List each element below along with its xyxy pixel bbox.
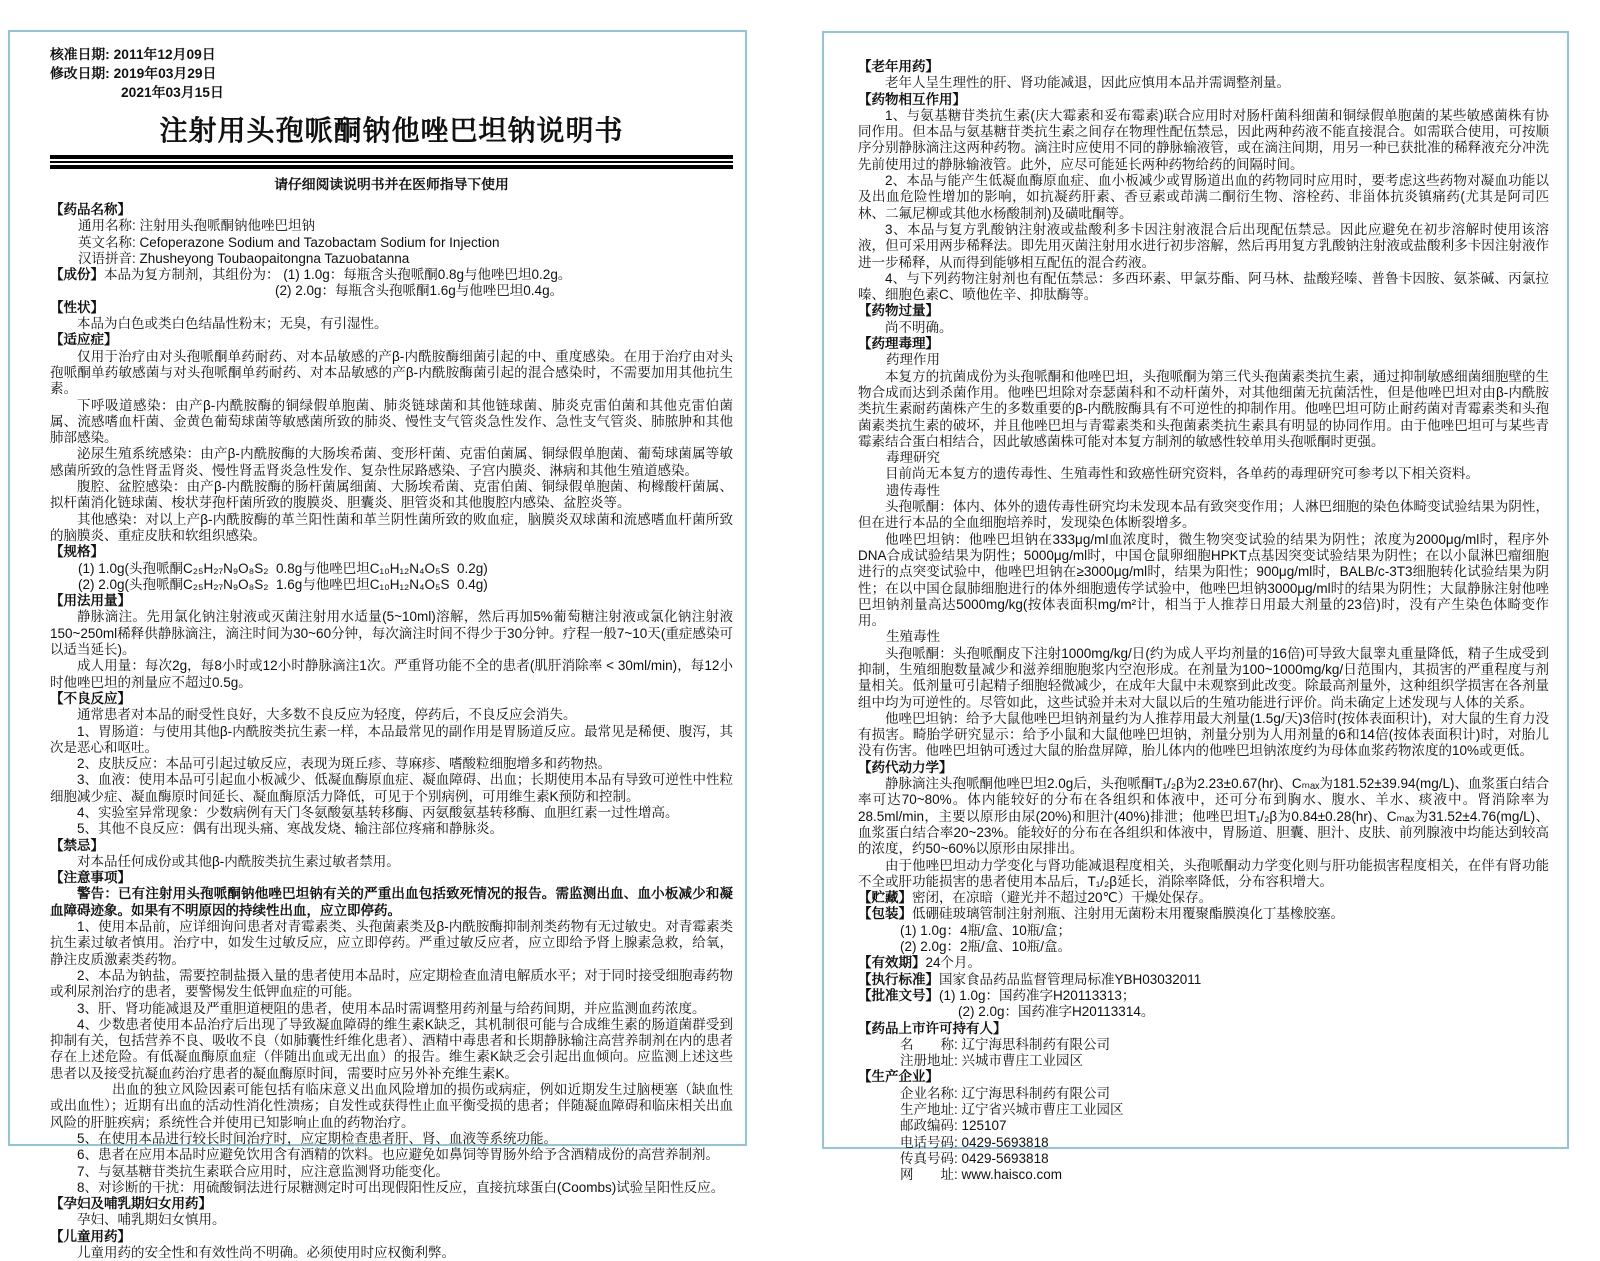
section-heading: 【性状】 (50, 299, 104, 315)
paragraph: 1、与氨基糖苷类抗生素(庆大霉素和妥布霉素)联合应用时对肠杆菌科细菌和铜绿假单胞菌的某些敏感菌株有协同作用。但本品与氨基糖苷类抗生素之间存在物理性配伍禁忌，因此两种药液不能直接混合。如需联合使用，可按顺序分别静脉滴注这两种药物。滴注时应使用不同的静脉输液管，或在滴注间期，用另一种已获批准的稀释液充分冲洗先前使用过的静脉输液管。此外，应尽可能延长两种药物给药的间隔时间。 (858, 107, 1549, 172)
paragraph: 他唑巴坦钠：他唑巴坦钠在333μg/ml血浓度时，微生物突变试验的结果为阴性；浓度为2000μg/ml时，程序外DNA合成试验结果为阴性；5000μg/ml时，中国仓鼠卵细胞HPKT点基因突变试验结果为阴性；在以小鼠淋巴瘤细胞进行的点突变试验中，他唑巴坦钠在≥3000μg/ml时，结果为阳性；900μg/ml时，BALB/c-3T3细胞转化试验结果为阴性；在以中国仓鼠肺细胞进行的体外细胞遗传学试验中，他唑巴坦钠3000μg/ml时的结果为阴性；大鼠静脉注射他唑巴坦钠剂量高达5000mg/kg(按体表面积mg/m²计，相当于人推荐日用最大剂量的23倍)时，没有产生染色体畸变作用。 (858, 531, 1549, 629)
paragraph: 2、本品为钠盐，需要控制盐摄入量的患者使用本品时，应定期检查血清电解质水平；对于同时接受细胞毒药物或利尿剂治疗的患者，要警惕发生低钾血症的可能。 (50, 967, 733, 1000)
text-line: 汉语拼音: Zhusheyong Toubaopaitongna Tazuobatanna (78, 250, 410, 266)
text-line: (2) 2.0g：每瓶含头孢哌酮1.6g与他唑巴坦0.4g。 (275, 283, 564, 299)
text-line: (2) 2.0g(头孢哌酮C₂₅H₂₇N₉O₈S₂ 1.6g与他唑巴坦C₁₀H₁₂N₄O₅S 0.4g) (78, 576, 488, 592)
revision-date-line-1: 修改日期: 2019年03月29日 (50, 66, 217, 81)
section-heading: 【药品上市许可持有人】 (858, 1020, 1007, 1036)
read-instructions-notice: 请仔细阅读说明书并在医师指导下使用 (274, 177, 509, 192)
paragraph: 5、在使用本品进行较长时间治疗时，应定期检查患者肝、肾、血液等系统功能。 (77, 1130, 558, 1146)
text-line: (2) 2.0g：国药准字H20113314。 (958, 1004, 1155, 1020)
section-heading: 【注意事项】 (50, 870, 131, 886)
paragraph: 2、本品与能产生低凝血酶原血症、血小板减少或胃肠道出血的药物同时应用时，要考虑这些药物对凝血功能以及出血危险性增加的影响，如抗凝药肝素、香豆素或茚满二酮衍生物、溶栓药、非甾体抗炎镇痛药(尤其是阿司匹林、二氟尼柳或其他水杨酸制剂)及磺吡酮等。 (858, 173, 1549, 221)
right-page-content (858, 59, 1549, 1183)
section-heading: 【适应症】 (50, 332, 118, 348)
section-heading: 【儿童用药】 (50, 1228, 131, 1244)
lead-paragraph: 【成份】本品为复方制剂，其组份为： (1) 1.0g：每瓶含头孢哌酮0.8g与他唑巴坦0.2g。 (50, 267, 572, 283)
revision-date-line-2: 2021年03月15日 (121, 85, 224, 100)
paragraph: 儿童用药的安全性和有效性尚不明确。必须使用时应权衡利弊。 (77, 1245, 455, 1260)
section-heading: 【药品名称】 (50, 202, 131, 217)
text-line: 名 称: 辽宁海思科制药有限公司 (900, 1036, 1111, 1052)
paragraph: 本复方的抗菌成份为头孢哌酮和他唑巴坦，头孢哌酮为第三代头孢菌素类抗生素，通过抑制敏感细菌细胞壁的生物合成而达到杀菌作用。他唑巴坦除对奈瑟菌科和不动杆菌外，对其他细菌无抗菌活性，但是他唑巴坦对由β-内酰胺类抗生素耐药菌株产生的多数重要的β-内酰胺酶具有不可逆性的抑制作用。他唑巴坦可防止耐药菌对青霉素类和头孢菌素类抗生素的破坏，并且他唑巴坦与青霉素类和头孢菌素类抗生素具有明显的协同作用。由于他唑巴坦可与某些青霉素结合蛋白相结合，因此敏感菌株可能对本复方制剂的敏感性较单用头孢哌酮时更强。 (858, 368, 1549, 449)
inline-section-heading: 【批准文号】 (858, 987, 939, 1003)
paragraph: 孕妇、哺乳期妇女慎用。 (77, 1212, 226, 1228)
paragraph: 腹腔、盆腔感染：由产β-内酰胺酶的肠杆菌属细菌、大肠埃希菌、克雷伯菌、铜绿假单胞菌、枸橼酸杆菌属、拟杆菌消化链球菌、梭状芽孢杆菌所致的腹膜炎、胆囊炎、胆管炎和其他腹腔内感染、盆腔炎等。 (50, 479, 733, 511)
paragraph: 3、血液：使用本品可引起血小板减少、低凝血酶原血症、凝血障碍、出血；长期使用本品有导致可逆性中性粒细胞减少症、凝血酶原时间延长、凝血酶原活力降低，可见于个别病例，可用维生素K预防和控制。 (50, 772, 733, 804)
text-line: 企业名称: 辽宁海思科制药有限公司 (900, 1085, 1111, 1101)
paragraph: 3、肝、肾功能减退及严重胆道梗阻的患者，使用本品时需调整用药剂量与给药间期，并应监测血药浓度。 (77, 1000, 706, 1016)
inline-section-heading: 【包装】 (858, 906, 912, 922)
paragraph: 头孢哌酮：头孢哌酮皮下注射1000mg/kg/日(约为成人平均剂量的16倍)可导致大鼠睾丸重量降低，精子生成受到抑制，生殖细胞数量减少和滋养细胞胞浆内空泡形成。在剂量为100~1000mg/kg/日范围内，其损害的严重程度与剂量相关。低剂量可引起精子细胞轻微减少，在成年大鼠中未观察到此改变。除最高剂量外，这种组织学损害在各剂量组中均为可逆性的。尽管如此，这些试验并未对大鼠以后的生殖功能进行评价。尚未确定上述发现与人体的关系。 (858, 645, 1549, 710)
inline-section-heading: 【贮藏】 (858, 890, 912, 906)
paragraph: 静脉滴注。先用氯化钠注射液或灭菌注射用水适量(5~10ml)溶解，然后再加5%葡萄糖注射液或氯化钠注射液150~250ml稀释供静脉滴注，滴注时间为30~60分钟，每次滴注时间不得少于30分钟。疗程一般7~10天(重症感染可以适当延长)。 (50, 609, 733, 658)
paragraph: 下呼吸道感染：由产β-内酰胺酶的铜绿假单胞菌、肺炎链球菌和其他链球菌、肺炎克雷伯菌和其他克雷伯菌属、流感嗜血杆菌、金黄色葡萄球菌等敏感菌所致的肺炎、慢性支气管炎急性发作、急性支气管炎、肺脓肿和其他肺部感染。 (50, 397, 733, 446)
section-heading: 【不良反应】 (50, 690, 131, 706)
text-line: 英文名称: Cefoperazone Sodium and Tazobactam Sodium for Injection (78, 234, 500, 250)
date-header (50, 45, 733, 102)
text-line: 毒理研究 (886, 450, 940, 466)
lead-paragraph: 【执行标准】国家食品药品监督管理局标准YBH03032011 (858, 971, 1202, 987)
inline-section-heading: 【成份】 (50, 267, 104, 283)
paragraph: 头孢哌酮：体内、体外的遗传毒性研究均未发现本品有致突变作用；人淋巴细胞的染色体畸变试验结果为阴性，但在进行本品的全血细胞培养时，发现染色体断裂增多。 (858, 499, 1549, 531)
inline-section-heading: 【执行标准】 (858, 971, 939, 987)
paragraph: 其他感染：对以上产β-内酰胺酶的革兰阳性菌和革兰阴性菌所致的败血症，脑膜炎双球菌和流感嗜血杆菌所致的脑膜炎、重症皮肤和软组织感染。 (50, 511, 733, 543)
paragraph: 成人用量：每次2g，每8小时或12小时静脉滴注1次。严重肾功能不全的患者(肌肝消除率 < 30ml/min)，每12小时他唑巴坦的剂量应不超过0.5g。 (50, 658, 733, 690)
section-heading: 【孕妇及哺乳期妇女用药】 (50, 1196, 212, 1212)
inline-section-heading: 【有效期】 (858, 955, 926, 971)
section-heading: 【生产企业】 (858, 1069, 939, 1085)
warning-paragraph: 警告：已有注射用头孢哌酮钠他唑巴坦钠有关的严重出血包括致死情况的报告。需监测出血、血小板减少和凝血障碍迹象。如果有不明原因的持续性出血，应立即停药。 (50, 886, 733, 918)
paragraph: 4、与下列药物注射剂也有配伍禁忌：多西环素、甲氯芬酯、阿马林、盐酸羟嗪、普鲁卡因胺、氨茶碱、丙氯拉嗪、细胞色素C、喷他佐辛、抑肽酶等。 (858, 270, 1549, 303)
paragraph: 目前尚无本复方的遗传毒性、生殖毒性和致癌性研究资料，各单药的毒理研究可参考以下相关资料。 (885, 466, 1479, 482)
text-line: 邮政编码: 125107 (900, 1118, 1007, 1134)
lead-paragraph: 【批准文号】(1) 1.0g：国药准字H20113313； (858, 987, 1136, 1003)
paragraph: 6、患者在应用本品时应避免饮用含有酒精的饮料。也应避免如鼻饲等胃肠外给予含酒精成份的高营养制剂。 (77, 1147, 720, 1163)
text-line: 传真号码: 0429-5693818 (900, 1150, 1049, 1166)
section-heading: 【药物相互作用】 (858, 91, 966, 107)
section-heading: 【药理毒理】 (858, 336, 939, 352)
paragraph: 2、皮肤反应：本品可引起过敏反应，表现为斑丘疹、荨麻疹、嗜酸粒细胞增多和药物热。 (77, 756, 612, 772)
paragraph: 本品为白色或类白色结晶性粉末；无臭，有引湿性。 (77, 316, 388, 332)
indented-paragraph: 出血的独立风险因素可能包括有临床意义出血风险增加的损伤或病症，例如近期发生过脑梗塞（缺血性或出血性）；近期有出血的活动性消化性溃疡；自发性或获得性止血平衡受损的患者；伴随凝血障碍和临床相关出血风险的肝脏疾病；系统性合并使用已知影响止血的药物治疗。 (50, 1082, 733, 1130)
paragraph: 3、本品与复方乳酸钠注射液或盐酸利多卡因注射液混合后出现配伍禁忌。因此应避免在初步溶解时使用该溶液，但可采用两步稀释法。即先用灭菌注射用水进行初步溶解，然后再用复方乳酸钠注射液或盐酸利多卡因注射液作进一步稀释，从而得到能够相互配伍的混合药液。 (858, 221, 1549, 270)
section-heading: 【药物过量】 (858, 303, 939, 319)
paragraph: 8、对诊断的干扰：用硫酸铜法进行尿糖测定时可出现假阳性反应，直接抗球蛋白(Coombs)试验呈阳性反应。 (77, 1179, 725, 1195)
document-title: 注射用头孢哌酮钠他唑巴坦钠说明书 (159, 115, 624, 146)
title-divider-rule (50, 155, 733, 169)
section-heading: 【禁忌】 (50, 837, 104, 853)
text-line: 生殖毒性 (886, 629, 940, 645)
paragraph: 5、其他不良反应：偶有出现头痛、寒战发烧、输注部位疼痛和静脉炎。 (77, 821, 504, 837)
paragraph: 1、使用本品前，应详细询问患者对青霉素类、头孢菌素类及β-内酰胺酶抑制剂类药物有无过敏史。对青霉素类抗生素过敏者慎用。治疗中，如发生过敏反应，应立即停药。严重过敏反应者，应立即给予肾上腺素急救，给氧，静注皮质激素类药物。 (50, 919, 733, 967)
paragraph: 由于他唑巴坦动力学变化与肾功能减退程度相关，头孢哌酮动力学变化则与肝功能损害程度相关，在伴有肾功能不全或肝功能损害的患者使用本品后，T₁/₂β延长，消除率降低，分布容积增大。 (858, 857, 1549, 889)
paragraph: 通常患者对本品的耐受性良好，大多数不良反应为轻度，停药后，不良反应会消失。 (77, 707, 577, 723)
page-right (822, 31, 1569, 1183)
paragraph: 7、与氨基糖苷类抗生素联合应用时，应注意监测肾功能变化。 (77, 1163, 450, 1179)
lead-paragraph: 【有效期】24个月。 (858, 955, 982, 971)
paragraph: 尚不明确。 (885, 319, 953, 335)
text-line: 药理作用 (886, 352, 940, 368)
paragraph: 4、实验室异常现象：少数病例有天门冬氨酸氨基转移酶、丙氨酸氨基转移酶、血胆红素一过性增高。 (77, 804, 679, 820)
paragraph: 1、胃肠道：与使用其他β-内酰胺类抗生素一样，本品最常见的副作用是胃肠道反应。最常见是稀便、腹泻，其次是恶心和呕吐。 (50, 723, 733, 755)
text-line: (1) 1.0g：4瓶/盒、10瓶/盒； (900, 922, 1072, 938)
section-heading: 【老年用药】 (858, 59, 939, 74)
section-heading: 【规格】 (50, 544, 104, 560)
paragraph: 老年人呈生理性的肝、肾功能减退，因此应慎用本品并需调整剂量。 (885, 75, 1290, 91)
text-line: 网 址: www.haisco.com (900, 1167, 1063, 1183)
approval-date-line: 核准日期: 2011年12月09日 (50, 47, 216, 62)
text-line: 遗传毒性 (886, 482, 940, 498)
text-line: 注册地址: 兴城市曹庄工业园区 (900, 1053, 1084, 1069)
text-line: (2) 2.0g：2瓶/盒、10瓶/盒。 (900, 939, 1072, 955)
section-heading: 【药代动力学】 (858, 759, 953, 775)
text-line: 生产地址: 辽宁省兴城市曹庄工业园区 (900, 1102, 1124, 1117)
paragraph: 他唑巴坦钠：给予大鼠他唑巴坦钠剂量约为人推荐用最大剂量(1.5g/天)3倍时(按体表面积计)，对大鼠的生育力没有损害。畸胎学研究显示：给予小鼠和大鼠他唑巴坦钠，剂量分别为人用剂量的6和14倍(按体表面积计)时，对胎儿没有伤害。他唑巴坦钠可透过大鼠的胎盘屏障，胎儿体内的他唑巴坦钠浓度约为母体血浆药物浓度的10%或更低。 (858, 710, 1549, 759)
paragraph: 静脉滴注头孢哌酮他唑巴坦2.0g后，头孢哌酮T₁/₂β为2.23±0.67(hr)、Cₘₐₓ为181.52±39.94(mg/L)、血浆蛋白结合率可达70~80%。体内能较好的分布在各组织和体液中，还可分布到胸水、腹水、羊水、痰液中。肾消除率为28.5ml/min，主要以原形由尿(20%)和胆汁(40%)排泄；他唑巴坦T₁/₂β为0.84±0.28(hr)、Cₘₐₓ为31.52±4.76(mg/L)、血浆蛋白结合率20~23%。能较好的分布在各组织和体液中，胃肠道、胆囊、胆汁、皮肤、前列腺液中均能达到较高的浓度，约50~60%以原形由尿排出。 (858, 776, 1549, 857)
lead-paragraph: 【包装】低硼硅玻璃管制注射剂瓶、注射用无菌粉末用覆聚酯膜溴化丁基橡胶塞。 (858, 906, 1344, 922)
section-heading: 【用法用量】 (50, 593, 131, 609)
left-page-content (50, 202, 733, 1261)
paragraph: 仅用于治疗由对头孢哌酮单药耐药、对本品敏感的产β-内酰胺酶细菌引起的中、重度感染。在用于治疗由对头孢哌酮单药敏感菌与对头孢哌酮单药耐药、对本品敏感的产β-内酰胺酶菌引起的混合感染时，不需要加用其他抗生素。 (50, 348, 733, 397)
paragraph: 4、少数患者使用本品治疗后出现了导致凝血障碍的维生素K缺乏，其机制很可能与合成维生素的肠道菌群受到抑制有关，包括营养不良、吸收不良（如肺囊性纤维化患者）、酒精中毒患者和长期静脉输注高营养制剂在内的患者存在上述危险。有低凝血酶原血症（伴随出血或无出血）的报告。维生素K缺乏会引起出血倾向。应监测上述这些患者以及接受抗凝血药治疗患者的凝血酶原时间，需要时应另外补充维生素K。 (50, 1016, 733, 1081)
text-line: 电话号码: 0429-5693818 (900, 1134, 1049, 1150)
page-left (8, 30, 747, 1260)
text-line: 通用名称: 注射用头孢哌酮钠他唑巴坦钠 (78, 218, 316, 234)
paragraph: 对本品任何成份或其他β-内酰胺类抗生素过敏者禁用。 (77, 853, 400, 869)
paragraph: 泌尿生殖系统感染：由产β-内酰胺酶的大肠埃希菌、变形杆菌、克雷伯菌属、铜绿假单胞菌、葡萄球菌属等敏感菌所致的急性肾盂肾炎、慢性肾盂肾炎急性发作、复杂性尿路感染、子宫内膜炎、淋病和其他生殖道感染。 (50, 446, 733, 478)
text-line: (1) 1.0g(头孢哌酮C₂₅H₂₇N₉O₈S₂ 0.8g与他唑巴坦C₁₀H₁₂N₄O₅S 0.2g) (78, 560, 488, 576)
lead-paragraph: 【贮藏】密闭，在凉暗（避光并不超过20℃）干燥处保存。 (858, 890, 1213, 906)
